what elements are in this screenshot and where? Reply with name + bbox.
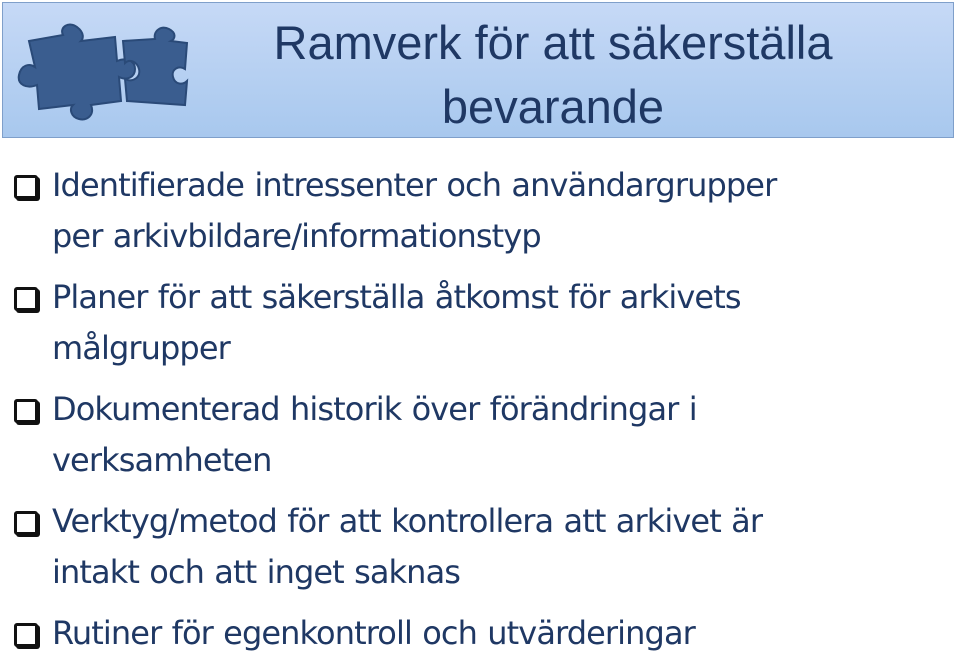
checkbox-icon	[14, 399, 38, 423]
bullet-text-line-1: Verktyg/metod för att kontrollera att arkivet är	[52, 502, 763, 540]
title-line-2: bevarande	[441, 80, 665, 133]
title-line-1: Ramverk för att säkerställa	[273, 16, 833, 69]
bullet-list	[14, 160, 954, 669]
checkbox-icon	[14, 623, 38, 647]
bullet-text-line-2: per arkivbildare/informationstyp	[52, 217, 541, 255]
bullet-text-line-1: Dokumenterad historik över förändringar i	[52, 390, 697, 428]
title-banner	[2, 2, 954, 138]
slide-title	[203, 11, 903, 139]
bullet-text-line-2: intakt och att inget saknas	[52, 553, 461, 591]
bullet-item	[14, 160, 954, 262]
bullet-text-line-2: målgrupper	[52, 329, 230, 367]
bullet-item	[14, 272, 954, 374]
checkbox-icon	[14, 287, 38, 311]
bullet-item	[14, 496, 954, 598]
bullet-text-line-1: Planer för att säkerställa åtkomst för arkivets	[52, 278, 741, 316]
bullet-text-line-1: Rutiner för egenkontroll och utvärderingar	[52, 614, 695, 652]
puzzle-piece-icon	[11, 23, 193, 125]
bullet-text-line-1: Identifierade intressenter och användargrupper	[52, 166, 777, 204]
bullet-item	[14, 384, 954, 486]
checkbox-icon	[14, 511, 38, 535]
bullet-text-line-2: verksamheten	[52, 441, 272, 479]
bullet-item	[14, 608, 954, 659]
checkbox-icon	[14, 175, 38, 199]
